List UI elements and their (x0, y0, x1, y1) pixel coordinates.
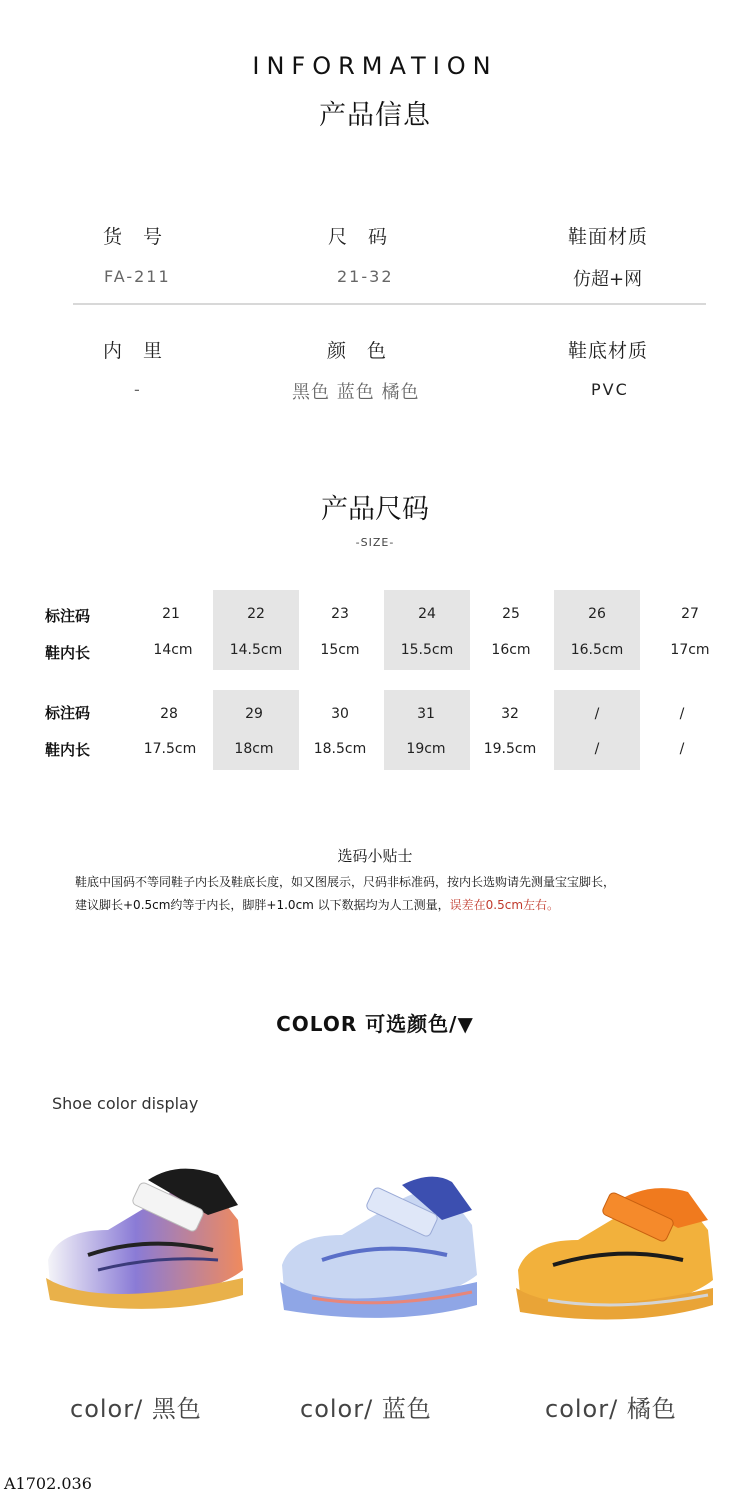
color-caption-black: color/ 黑色 (70, 1395, 202, 1423)
info-label-color: 颜 色 (327, 340, 388, 362)
info-label-sole-material: 鞋底材质 (568, 340, 649, 362)
color-heading: COLOR 可选颜色/▼ (276, 1012, 474, 1036)
size-code-cell: 29 (245, 706, 263, 722)
size-code-cell: 23 (331, 606, 349, 622)
info-value-upper-material: 仿超+网 (573, 269, 643, 290)
size-title: 产品尺码 (321, 494, 429, 525)
size-length-cell: 18cm (234, 741, 274, 757)
size-code-cell: 28 (160, 706, 178, 722)
size-length-cell: / (679, 741, 685, 757)
info-value-color: 黑色 蓝色 橘色 (292, 382, 420, 403)
size-col-shade (213, 590, 299, 670)
tips-text-line2 (75, 896, 559, 913)
size-code-cell: 24 (418, 606, 436, 622)
size-length-cell: 18.5cm (313, 741, 367, 757)
size-code-cell: 26 (588, 606, 606, 622)
info-label-lining: 内 里 (103, 340, 164, 362)
info-label-item-no: 货 号 (103, 226, 164, 248)
size-length-cell: 14cm (153, 642, 193, 658)
product-code: A1702.036 (4, 1474, 92, 1493)
info-value-sole-material: PVC (591, 380, 629, 399)
shoe-blue-image (272, 1170, 482, 1330)
size-col-shade (554, 590, 640, 670)
size-col-shade (384, 590, 470, 670)
size-code-cell: / (679, 706, 685, 722)
shoe-black-image (38, 1160, 248, 1320)
size-length-cell: 17.5cm (143, 741, 197, 757)
size-length-cell: 19.5cm (483, 741, 537, 757)
info-value-lining: - (134, 380, 142, 399)
tips-text-line1: 鞋底中国码不等同鞋子内长及鞋底长度，如又图展示，尺码非标准码，按内长选购请先测量宝宝脚长， (75, 875, 616, 889)
size-code-cell: 27 (681, 606, 699, 622)
info-value-size: 21-32 (337, 267, 394, 286)
header-title-en: INFORMATION (252, 52, 498, 80)
size-length-cell: 14.5cm (229, 642, 283, 658)
info-label-upper-material: 鞋面材质 (568, 226, 649, 248)
size-col-shade (554, 690, 640, 770)
size-label-code: 标注码 (45, 704, 91, 722)
size-code-cell: / (594, 706, 600, 722)
size-label-length: 鞋内长 (45, 644, 91, 662)
shoe-orange-image (508, 1180, 718, 1330)
info-value-item-no: FA-211 (104, 267, 171, 286)
header-title-cn: 产品信息 (319, 100, 431, 131)
tips-text-error-note: 误差在0.5cm左右。 (449, 898, 560, 912)
size-length-cell: / (594, 741, 600, 757)
size-code-cell: 25 (502, 606, 520, 622)
tips-text-line2-main: 建议脚长+0.5cm约等于内长，脚胖+1.0cm 以下数据均为人工测量， (75, 898, 450, 912)
size-length-cell: 15cm (320, 642, 360, 658)
size-label-length: 鞋内长 (45, 741, 91, 759)
color-caption-orange: color/ 橘色 (545, 1395, 677, 1423)
size-code-cell: 31 (417, 706, 435, 722)
size-length-cell: 17cm (670, 642, 710, 658)
size-length-cell: 16cm (491, 642, 531, 658)
size-code-cell: 21 (162, 606, 180, 622)
size-col-shade (384, 690, 470, 770)
size-code-cell: 30 (331, 706, 349, 722)
size-col-shade (213, 690, 299, 770)
tips-title: 选码小贴士 (337, 847, 413, 865)
info-divider (73, 303, 706, 305)
size-length-cell: 15.5cm (400, 642, 454, 658)
info-label-size: 尺 码 (328, 226, 389, 248)
size-length-cell: 19cm (406, 741, 446, 757)
size-code-cell: 22 (247, 606, 265, 622)
size-subtitle: -SIZE- (355, 536, 395, 549)
size-length-cell: 16.5cm (570, 642, 624, 658)
shoe-display-label: Shoe color display (52, 1094, 199, 1113)
size-code-cell: 32 (501, 706, 519, 722)
color-caption-blue: color/ 蓝色 (300, 1395, 432, 1423)
size-label-code: 标注码 (45, 607, 91, 625)
